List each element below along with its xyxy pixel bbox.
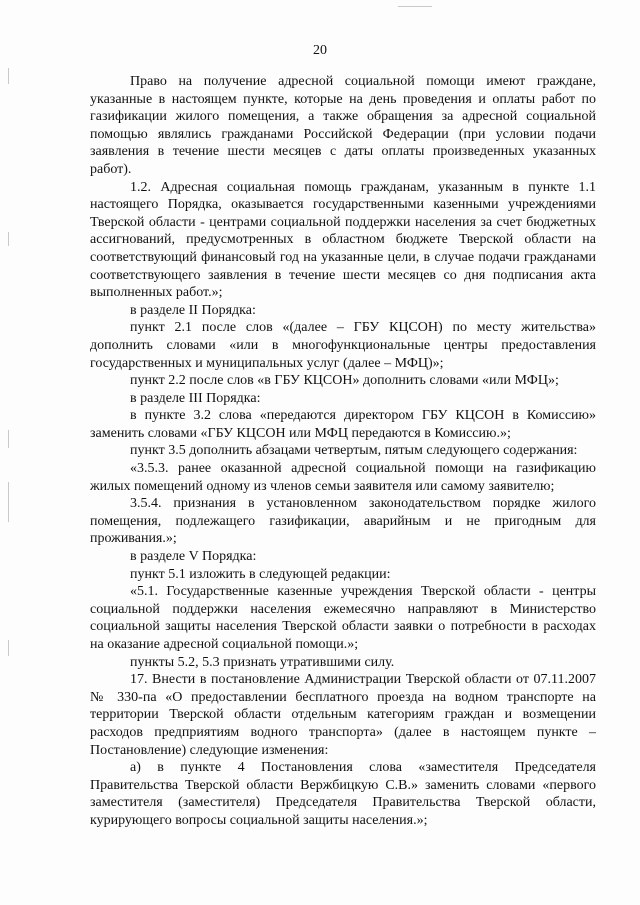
paragraph-item-2-2: пункт 2.2 после слов «в ГБУ КЦСОН» дополнить словами «или МФЦ»;: [130, 373, 559, 389]
document-body: [90, 73, 596, 830]
paragraph-item-5-1-intro: пункт 5.1 изложить в следующей редакции:: [130, 566, 391, 582]
scan-mark-top: [398, 6, 432, 7]
paragraph-item-17-a: а) в пункте 4 Постановления слова «заместителя Председателя Правительства Тверской области Вержбицкую С.В.» заменить словами «первого заместителя (заместителя) Председателя Правительства Тверской области, курирующего вопросы социальной защиты населения.»;: [90, 760, 596, 828]
scan-mark-left-1: [8, 68, 9, 84]
scan-mark-left-2: [8, 232, 9, 246]
scan-mark-left-4: [8, 482, 9, 522]
paragraph-item-17: 17. Внести в постановление Администрации Тверской области от 07.11.2007 № 330-па «О предоставлении бесплатного проезда на водном транспорте на территории Тверской области отдельным категориям граждан и возмещении расходов предприятиям водного транспорта» (далее в настоящем пункте – Постановление) следующие изменения:: [90, 672, 596, 758]
paragraph-items-5-2-5-3: пункты 5.2, 5.3 признать утратившими силу.: [130, 654, 395, 670]
paragraph-item-5-1: «5.1. Государственные казенные учреждения Тверской области - центры социальной поддержки населения ежемесячно направляют в Министерство социальной защиты населения Тверской области заявки о потребности в расходах на оказание адресной социальной помощи.»;: [90, 584, 596, 652]
paragraph-section-5-heading: в разделе V Порядка:: [130, 549, 257, 565]
paragraph-address-aid-eligibility: Право на получение адресной социальной помощи имеют граждане, указанные в настоящем пункте, которые на день проведения и оплаты работ по газификации жилого помещения, а также обращения за адресной социальной помощью являлись гражданами Российской Федерации (при условии подачи заявления в течение шести месяцев с даты оплаты произведенных указанных работ).: [90, 74, 596, 177]
paragraph-item-3-5: пункт 3.5 дополнить абзацами четвертым, пятым следующего содержания:: [130, 443, 578, 459]
page-number: 20: [313, 43, 327, 58]
scan-mark-left-5: [8, 640, 9, 656]
paragraph-item-1-2: 1.2. Адресная социальная помощь гражданам, указанным в пункте 1.1 настоящего Порядка, оказывается государственными казенными учреждениями Тверской области - центрами социальной поддержки населения за счет бюджетных ассигнований, предусмотренных в областном бюджете Тверской области на соответствующий финансовый год на указанные цели, в случае подачи гражданами соответствующего заявления в течение шести месяцев со дня подписания акта выполненных работ.»;: [90, 179, 596, 301]
paragraph-item-3-5-4: 3.5.4. признания в установленном законодательством порядке жилого помещения, подлежащего газификации, аварийным и не пригодным для проживания.»;: [90, 496, 596, 547]
paragraph-item-3-2: в пункте 3.2 слова «передаются директором ГБУ КЦСОН в Комиссию» заменить словами «ГБУ КЦСОН или МФЦ передаются в Комиссию.»;: [90, 408, 596, 441]
scan-mark-left-3: [8, 430, 9, 448]
paragraph-item-2-1: пункт 2.1 после слов «(далее – ГБУ КЦСОН) по месту жительства» дополнить словами «или в многофункциональные центры предоставления государственных и муниципальных услуг (далее – МФЦ)»;: [90, 320, 596, 371]
paragraph-section-2-heading: в разделе II Порядка:: [130, 302, 256, 318]
paragraph-section-3-heading: в разделе III Порядка:: [130, 390, 261, 406]
paragraph-item-3-5-3: «3.5.3. ранее оказанной адресной социальной помощи на газификацию жилых помещений одному из членов семьи заявителя или самому заявителю;: [90, 461, 596, 494]
